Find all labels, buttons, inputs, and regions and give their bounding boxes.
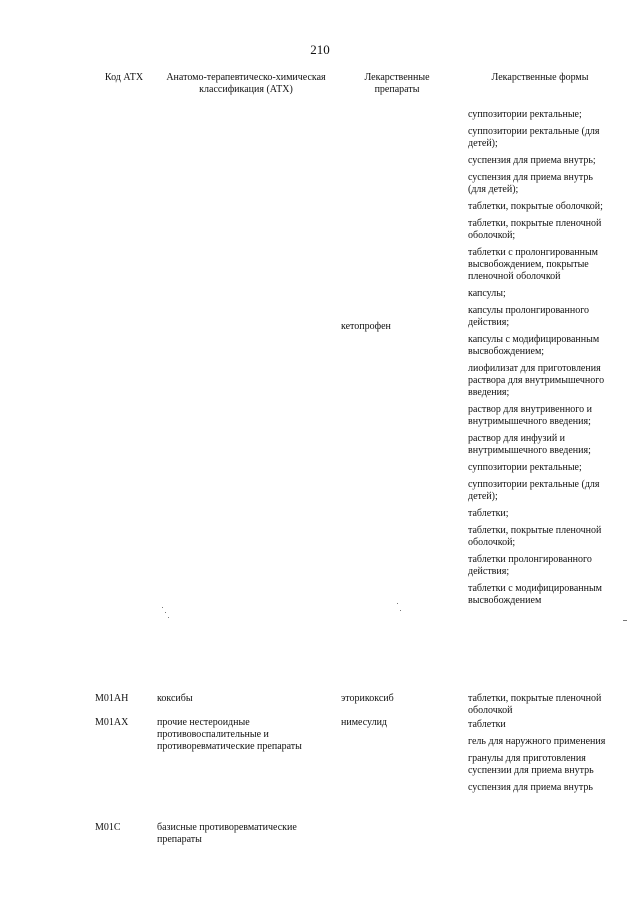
dosage-form-item: суппозитории ректальные (для детей); xyxy=(468,126,600,149)
dosage-form-item: суспензия для приема внутрь (для детей); xyxy=(468,172,593,195)
dosage-form-item: таблетки, покрытые оболочкой; xyxy=(468,201,603,212)
classification-m01ax: прочие нестероидные противовоспалительные и противоревматические препараты xyxy=(157,717,302,752)
dosage-form-item: раствор для внутривенного и внутримышечного введения; xyxy=(468,404,593,427)
drug-m01ax: нимесулид xyxy=(341,717,388,728)
dosage-form-item: таблетки, покрытые пленочной оболочкой; xyxy=(468,218,602,241)
dosage-form-item: таблетки с пролонгированным высвобождением, покрытые пленочной оболочкой xyxy=(468,247,599,282)
forms-m01ah xyxy=(468,693,608,722)
dosage-form-item: суппозитории ректальные; xyxy=(468,109,582,120)
forms-ketoprofen xyxy=(468,109,608,612)
scan-speck xyxy=(400,610,401,611)
dosage-form-item: таблетки, покрытые пленочной оболочкой; xyxy=(468,525,602,548)
scan-speck xyxy=(162,607,163,608)
dosage-form-item: таблетки с модифицированным высвобождением xyxy=(468,583,603,606)
classification-m01c: базисные противоревматические препараты xyxy=(157,822,297,845)
page-number: 210 xyxy=(310,42,330,57)
dosage-form-item: гель для наружного применения xyxy=(468,736,606,747)
drug-m01ah: эторикоксиб xyxy=(341,693,394,704)
scan-speck xyxy=(623,620,627,621)
header-forms: Лекарственные формы xyxy=(491,72,589,83)
dosage-form-item: лиофилизат для приготовления раствора для внутримышечного введения; xyxy=(468,363,605,398)
header-code: Код АТХ xyxy=(104,72,144,83)
dosage-form-item: гранулы для приготовления суспензии для приема внутрь xyxy=(468,753,594,776)
dosage-form-item: таблетки xyxy=(468,719,506,730)
dosage-form-item: капсулы с модифицированным высвобождением; xyxy=(468,334,600,357)
header-drugs: Лекарственные препараты xyxy=(364,72,430,95)
dosage-form-item: таблетки; xyxy=(468,508,509,519)
dosage-form-item: раствор для инфузий и внутримышечного введения; xyxy=(468,433,591,456)
header-classification: Анатомо-терапевтическо-химическая классификация (АТХ) xyxy=(166,72,326,95)
code-m01c: M01C xyxy=(95,822,121,833)
drug-ketoprofen: кетопрофен xyxy=(341,321,391,332)
dosage-form-item: суспензия для приема внутрь xyxy=(468,782,593,793)
dosage-form-item: суспензия для приема внутрь; xyxy=(468,155,596,166)
dosage-form-item: таблетки пролонгированного действия; xyxy=(468,554,592,577)
scan-speck xyxy=(168,617,169,618)
dosage-form-item: капсулы пролонгированного действия; xyxy=(468,305,590,328)
classification-m01ah: коксибы xyxy=(157,693,193,704)
code-m01ah: M01AH xyxy=(95,693,129,704)
dosage-form-item: суппозитории ректальные; xyxy=(468,462,582,473)
code-m01ax: M01AX xyxy=(95,717,129,728)
dosage-form-item: капсулы; xyxy=(468,288,506,299)
forms-m01ax xyxy=(468,719,608,799)
dosage-form-item: таблетки, покрытые пленочной оболочкой xyxy=(468,693,602,716)
scan-speck xyxy=(165,612,166,613)
scan-speck xyxy=(397,603,398,604)
dosage-form-item: суппозитории ректальные (для детей); xyxy=(468,479,600,502)
